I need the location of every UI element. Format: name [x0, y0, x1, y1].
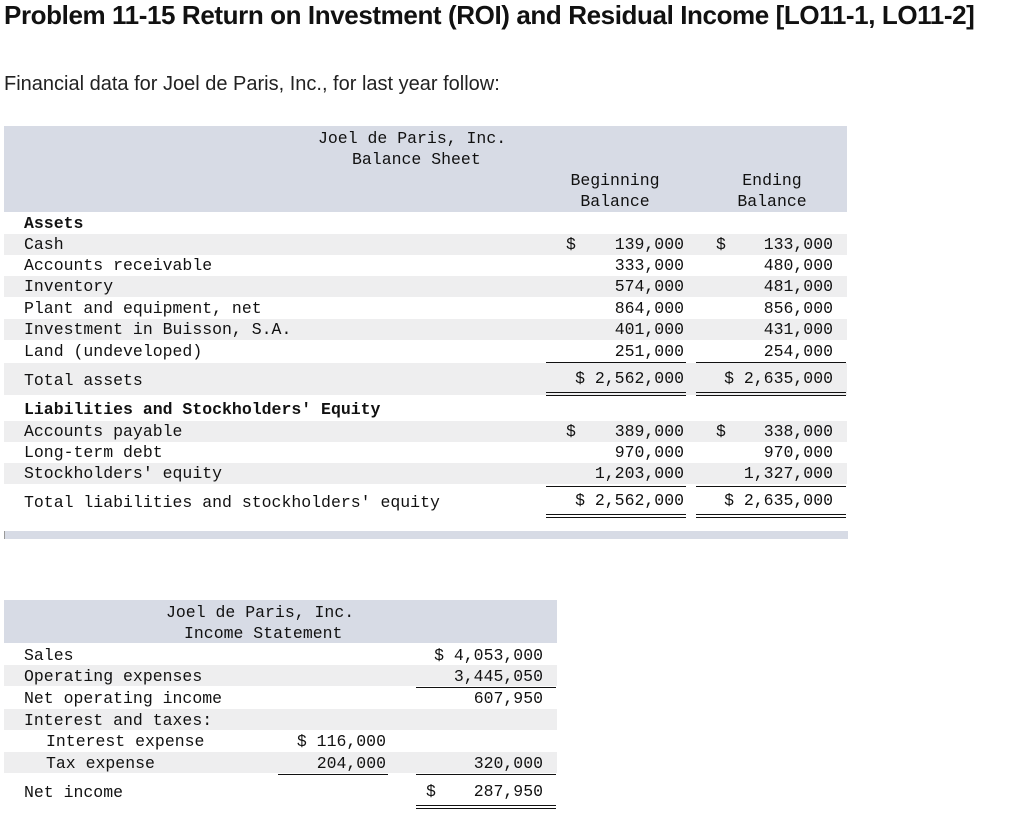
subtotal-rule: [696, 362, 846, 363]
sales-label: Sales: [24, 646, 74, 665]
col-header-ending-balance: Balance: [737, 192, 807, 211]
total-double-rule: [546, 514, 686, 518]
noi-label: Net operating income: [24, 689, 223, 708]
ending-value: 254,000: [763, 342, 833, 361]
currency-symbol: $: [566, 422, 576, 441]
row-label: Long-term debt: [24, 443, 163, 462]
row-label: Land (undeveloped): [24, 342, 203, 361]
opex-label: Operating expenses: [24, 667, 203, 686]
ending-value: 133,000: [763, 235, 833, 254]
total-liabilities-label: Total liabilities and stockholders' equity: [24, 493, 440, 512]
net-income-label: Net income: [24, 783, 124, 802]
row-label: Stockholders' equity: [24, 464, 223, 483]
ending-value: 481,000: [763, 277, 833, 296]
ending-value: 480,000: [763, 256, 833, 275]
row-label: Inventory: [24, 277, 114, 296]
assets-heading: Assets: [24, 214, 84, 233]
beginning-value: 970,000: [614, 443, 684, 462]
sales-value: $ 4,053,000: [434, 646, 543, 665]
noi-value: 607,950: [473, 689, 543, 708]
currency-symbol: $: [716, 235, 726, 254]
col-header-beginning-balance: Balance: [580, 192, 650, 211]
interest-expense-value: $ 116,000: [296, 732, 386, 751]
subtotal-rule: [546, 486, 686, 487]
beginning-value: 1,203,000: [594, 464, 684, 483]
ending-value: 970,000: [763, 443, 833, 462]
company-name: Joel de Paris, Inc.: [166, 603, 355, 622]
total-double-rule: [546, 392, 686, 396]
subtotal-rule: [278, 774, 388, 775]
beginning-value: 401,000: [614, 320, 684, 339]
opex-value: 3,445,050: [453, 667, 543, 686]
total-double-rule: [696, 392, 846, 396]
net-income-value: 287,950: [473, 782, 543, 801]
row-label: Accounts payable: [24, 422, 183, 441]
interest-expense-label: Interest expense: [46, 732, 205, 751]
ending-value: 338,000: [763, 422, 833, 441]
page-title: Problem 11-15 Return on Investment (ROI) and Residual Income [LO11-1, LO11-2]: [4, 0, 975, 30]
total-double-rule: [416, 805, 556, 809]
total-assets-beginning: $ 2,562,000: [575, 369, 684, 388]
subtotal-rule: [696, 486, 846, 487]
liabilities-heading: Liabilities and Stockholders' Equity: [24, 400, 381, 419]
beginning-value: 139,000: [614, 235, 684, 254]
ending-value: 431,000: [763, 320, 833, 339]
total-liabilities-ending: $ 2,635,000: [724, 491, 833, 510]
row-label: Plant and equipment, net: [24, 299, 262, 318]
tax-expense-value: 204,000: [316, 754, 386, 773]
col-header-ending: Ending: [742, 171, 802, 190]
total-double-rule: [696, 514, 846, 518]
total-assets-ending: $ 2,635,000: [724, 369, 833, 388]
currency-symbol: $: [716, 422, 726, 441]
row-label: Accounts receivable: [24, 256, 213, 275]
ending-value: 856,000: [763, 299, 833, 318]
col-header-beginning: Beginning: [570, 171, 660, 190]
interest-taxes-label: Interest and taxes:: [24, 711, 213, 730]
beginning-value: 333,000: [614, 256, 684, 275]
ending-value: 1,327,000: [743, 464, 833, 483]
interest-taxes-total: 320,000: [473, 754, 543, 773]
intro-text: Financial data for Joel de Paris, Inc., for last year follow:: [4, 73, 500, 95]
subtotal-rule: [546, 362, 686, 363]
beginning-value: 574,000: [614, 277, 684, 296]
beginning-value: 251,000: [614, 342, 684, 361]
currency-symbol: $: [566, 235, 576, 254]
statement-name: Income Statement: [184, 624, 343, 643]
subtotal-rule: [416, 774, 556, 775]
tax-expense-label: Tax expense: [46, 754, 155, 773]
beginning-value: 864,000: [614, 299, 684, 318]
table-footer-bar: [4, 531, 848, 539]
total-assets-label: Total assets: [24, 371, 143, 390]
row-label: Cash: [24, 235, 64, 254]
company-name: Joel de Paris, Inc.: [318, 129, 507, 148]
total-liabilities-beginning: $ 2,562,000: [575, 491, 684, 510]
currency-symbol: $: [426, 782, 436, 801]
beginning-value: 389,000: [614, 422, 684, 441]
row-label: Investment in Buisson, S.A.: [24, 320, 292, 339]
statement-name: Balance Sheet: [352, 150, 481, 169]
